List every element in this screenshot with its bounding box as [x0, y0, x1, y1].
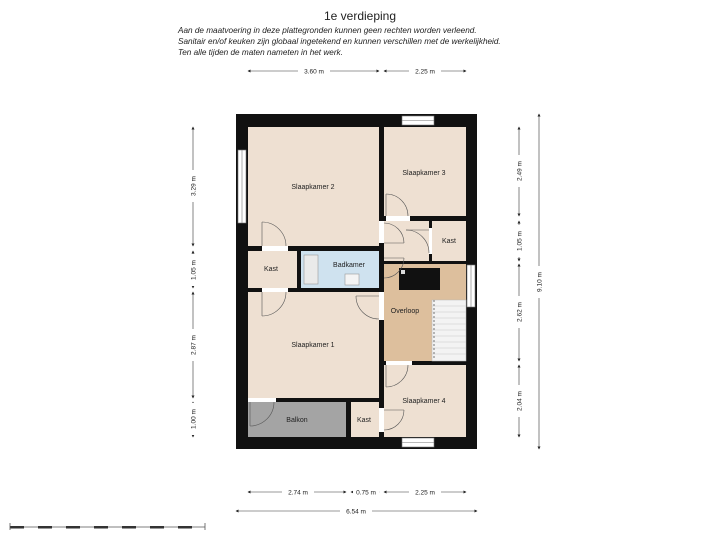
dim-right-2: 1.05 m: [516, 231, 524, 251]
dim-left-3: 2.87 m: [190, 335, 198, 355]
dim-left-4: 1.00 m: [190, 409, 198, 429]
dim-total-width: 6.54 m: [346, 508, 366, 516]
dim-top-1: 3.60 m: [304, 68, 324, 76]
hall-upper: [384, 221, 429, 261]
dim-right-1: 2.49 m: [516, 161, 524, 181]
label-balkon: Balkon: [286, 417, 308, 424]
disclaimer-line-3: Ten alle tijden de maten nameten in het werk.: [178, 48, 343, 57]
bathtub: [304, 255, 318, 284]
label-kast-top: Kast: [441, 238, 457, 245]
disclaimer-line-2: Sanitair en/of keuken zijn globaal ingetekend en kunnen verschillen met de werkelijkheid.: [178, 37, 501, 46]
floor-title: 1e verdieping: [323, 9, 397, 23]
label-slaapkamer-2: Slaapkamer 2: [291, 184, 335, 191]
dim-total-height: 9.10 m: [536, 272, 544, 292]
dim-right-3: 2.62 m: [516, 302, 524, 322]
sink: [345, 274, 359, 285]
label-slaapkamer-1: Slaapkamer 1: [291, 342, 335, 349]
dim-right-4: 2.04 m: [516, 391, 524, 411]
disclaimer-line-1: Aan de maatvoering in deze plattegronden kunnen geen rechten worden verleend.: [178, 26, 477, 35]
label-slaapkamer-4: Slaapkamer 4: [402, 398, 446, 405]
label-kast-left: Kast: [263, 266, 279, 273]
label-kast-bottom: Kast: [356, 417, 372, 424]
scale-bar: [10, 523, 205, 530]
label-badkamer: Badkamer: [333, 262, 365, 269]
label-slaapkamer-3: Slaapkamer 3: [402, 170, 446, 177]
dim-left-1: 3.29 m: [190, 176, 198, 196]
dim-bottom-1: 2.74 m: [288, 489, 308, 497]
dim-bottom-3: 2.25 m: [415, 489, 435, 497]
desk-furniture: [399, 268, 440, 290]
dim-bottom-2: 0.75 m: [356, 489, 376, 497]
stairs: [432, 300, 466, 361]
label-overloop: Overloop: [390, 308, 420, 315]
dim-left-2: 1.05 m: [190, 260, 198, 280]
dim-top-2: 2.25 m: [415, 68, 435, 76]
